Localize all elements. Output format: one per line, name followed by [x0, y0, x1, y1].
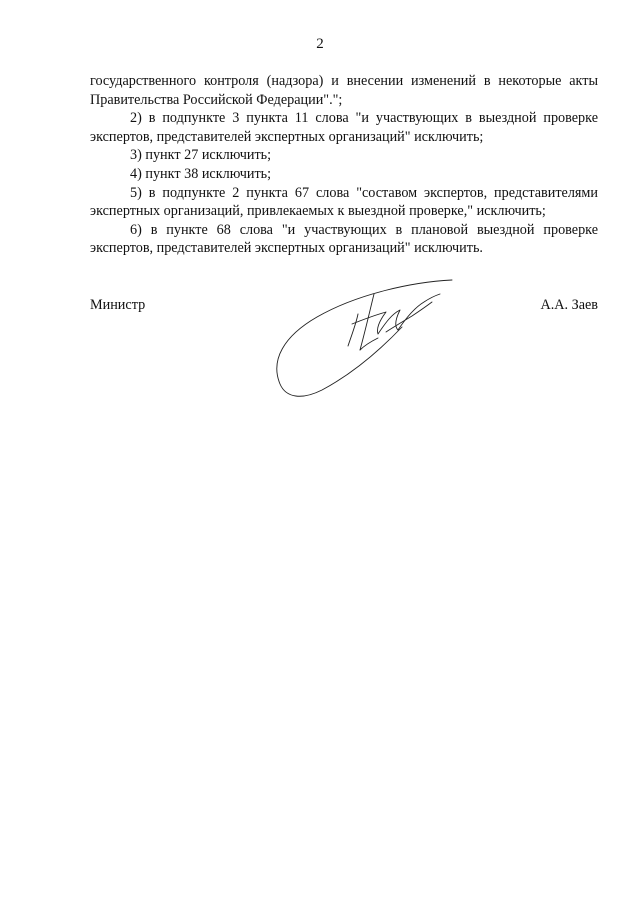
signature-letter-stroke-1 — [348, 314, 358, 346]
paragraph-item-5: 5) в подпункте 2 пункта 67 слова "составом экспертов, представителями экспертных организаций, привлекаемых к выездной проверке," исключить; — [90, 184, 598, 220]
signature-strokes — [277, 280, 452, 396]
signature-loop-stroke — [277, 280, 452, 396]
signature-letter-stroke-3 — [352, 294, 440, 334]
signature-letter-stroke-4 — [386, 302, 432, 332]
page-number: 2 — [316, 36, 324, 52]
paragraph-item-2: 2) в подпункте 3 пункта 11 слова "и участвующих в выездной проверке экспертов, представителей экспертных организаций" исключить; — [90, 110, 598, 145]
handwritten-signature — [262, 272, 462, 412]
paragraph-item-4: 4) пункт 38 исключить; — [130, 165, 272, 182]
paragraph-item-6: 6) в пункте 68 слова "и участвующих в плановой выездной проверке экспертов, представителей экспертных организаций" исключить. — [90, 221, 598, 257]
paragraph-item-3: 3) пункт 27 исключить; — [130, 147, 272, 164]
signer-title: Министр — [90, 297, 146, 313]
paragraph-continuation: государственного контроля (надзора) и внесении изменений в некоторые акты Правительства Российской Федерации"."; — [90, 73, 598, 108]
signer-name: А.А. Заев — [540, 297, 598, 313]
document-body — [90, 72, 598, 258]
